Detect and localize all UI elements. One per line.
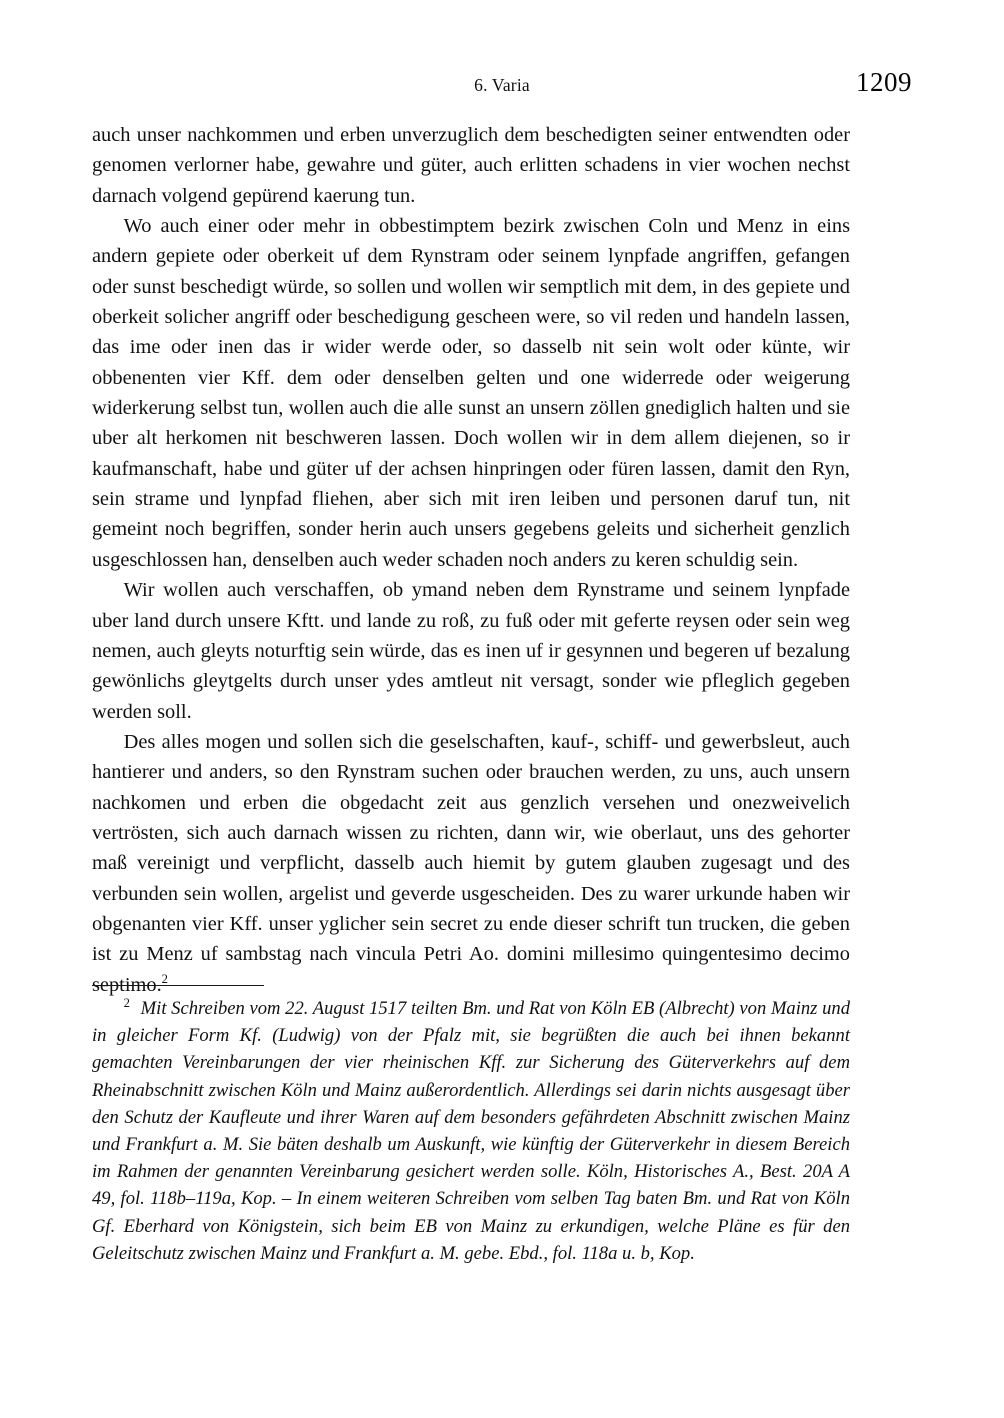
running-head-title: 6. Varia	[474, 75, 530, 95]
body-text-block	[92, 120, 850, 1000]
body-paragraph-final	[92, 727, 850, 1000]
footnote-reference-marker[interactable]: 2	[161, 971, 168, 986]
footnote-item	[92, 995, 850, 1267]
footnote-section	[92, 985, 850, 1267]
body-paragraph-text: Des alles mogen und sollen sich die geselschaften, kauf-, schiff- und gewerbsleut, auch hantierer und anders, so den Rynstram suchen oder brauchen werden, zu uns, auch unsern nachkomen und erben die obgedacht zeit aus genzlich versehen und onezweivelich vertrösten, sich auch darnach wissen zu richten, dann wir, wie oberlaut, uns des gehorter maß vereinigt und verpflicht, dasselb auch hiemit by gutem glauben zugesagt und des verbunden sein wollen, argelist und geverde usgescheiden. Des zu warer urkunde haben wir obgenanten vier Kff. unser yglicher sein secret zu ende dieser schrift tun trucken, die geben ist zu Menz uf sambstag nach vincula Petri Ao. domini millesimo quingentesimo decimo septimo.	[92, 730, 850, 996]
body-paragraph: Wo auch einer oder mehr in obbestimptem bezirk zwischen Coln und Menz in eins andern gepiete oder oberkeit uf dem Rynstram oder seinem lynpfade angriffen, gefangen oder sunst beschedigt würde, so sollen und wollen wir semptlich mit dem, in des gepiete und oberkeit solicher angriff oder beschedigung gescheen were, so vil reden und handeln lassen, das ime oder inen das ir wider werde oder, so dasselb nit sein wolt oder künte, wir obbenenten vier Kff. dem oder denselben gelten und one widerrede oder weigerung widerkerung selbst tun, wollen auch die alle sunst an unsern zöllen gnediglich halten und sie uber alt herkomen nit beschweren lassen. Doch wollen wir in dem allem diejenen, so ir kaufmanschaft, habe und güter uf der achsen hinpringen oder füren lassen, damit den Ryn, sein strame und lynpfad fliehen, aber sich mit iren leiben und personen daruf tun, nit gemeint noch begriffen, sonder herin auch unsers gegebens geleits und sicherheit genzlich usgeschlossen han, denselben auch weder schaden noch anders zu keren schuldig sein.	[92, 215, 850, 571]
running-head	[92, 67, 912, 104]
footnote-text: Mit Schreiben vom 22. August 1517 teilten Bm. und Rat von Köln EB (Albrecht) von Mainz und in gleicher Form Kf. (Ludwig) von der Pfalz mit, sie begrüßten die auch bei ihnen bekannt gemachten Vereinbarungen der vier rheinischen Kff. zur Sicherung des Güterverkehrs auf dem Rheinabschnitt zwischen Köln und Mainz außerordentlich. Allerdings sei darin nichts ausgesagt über den Schutz der Kaufleute und ihrer Waren auf dem besonders gefährdeten Abschnitt zwischen Mainz und Frankfurt a. M. Sie bäten deshalb um Auskunft, wie künftig der Güterverkehr in diesem Bereich im Rahmen der genannten Vereinbarung gesichert werden solle. Köln, Historisches A., Best. 20A A 49, fol. 118b–119a, Kop. – In einem weiteren Schreiben vom selben Tag baten Bm. und Rat von Köln Gf. Eberhard von Königstein, sich beim EB von Mainz zu erkundigen, welche Pläne es für den Geleitschutz zwischen Mainz und Frankfurt a. M. gebe. Ebd., fol. 118a u. b, Kop.	[92, 998, 850, 1264]
footnote-separator-rule	[92, 985, 264, 986]
body-paragraph: Wir wollen auch verschaffen, ob ymand neben dem Rynstrame und seinem lynpfade uber land durch unsere Kftt. und lande zu roß, zu fuß oder mit geferte reysen oder sein weg nemen, auch gleyts noturftig sein würde, das es inen uf ir gesynnen und begeren uf bezalung gewönlichs gleytgelts durch unser ydes amtleut nit versagt, sonder wie pfleglich gegeben werden soll.	[92, 579, 850, 723]
body-paragraph: auch unser nachkommen und erben unverzuglich dem beschedigten seiner entwendten oder genomen verlorner habe, gewahre und güter, auch erlitten schadens in vier wochen nechst darnach volgend gepürend kaerung tun.	[92, 124, 850, 207]
footnote-number: 2	[123, 995, 130, 1010]
page-number: 1209	[856, 67, 912, 97]
